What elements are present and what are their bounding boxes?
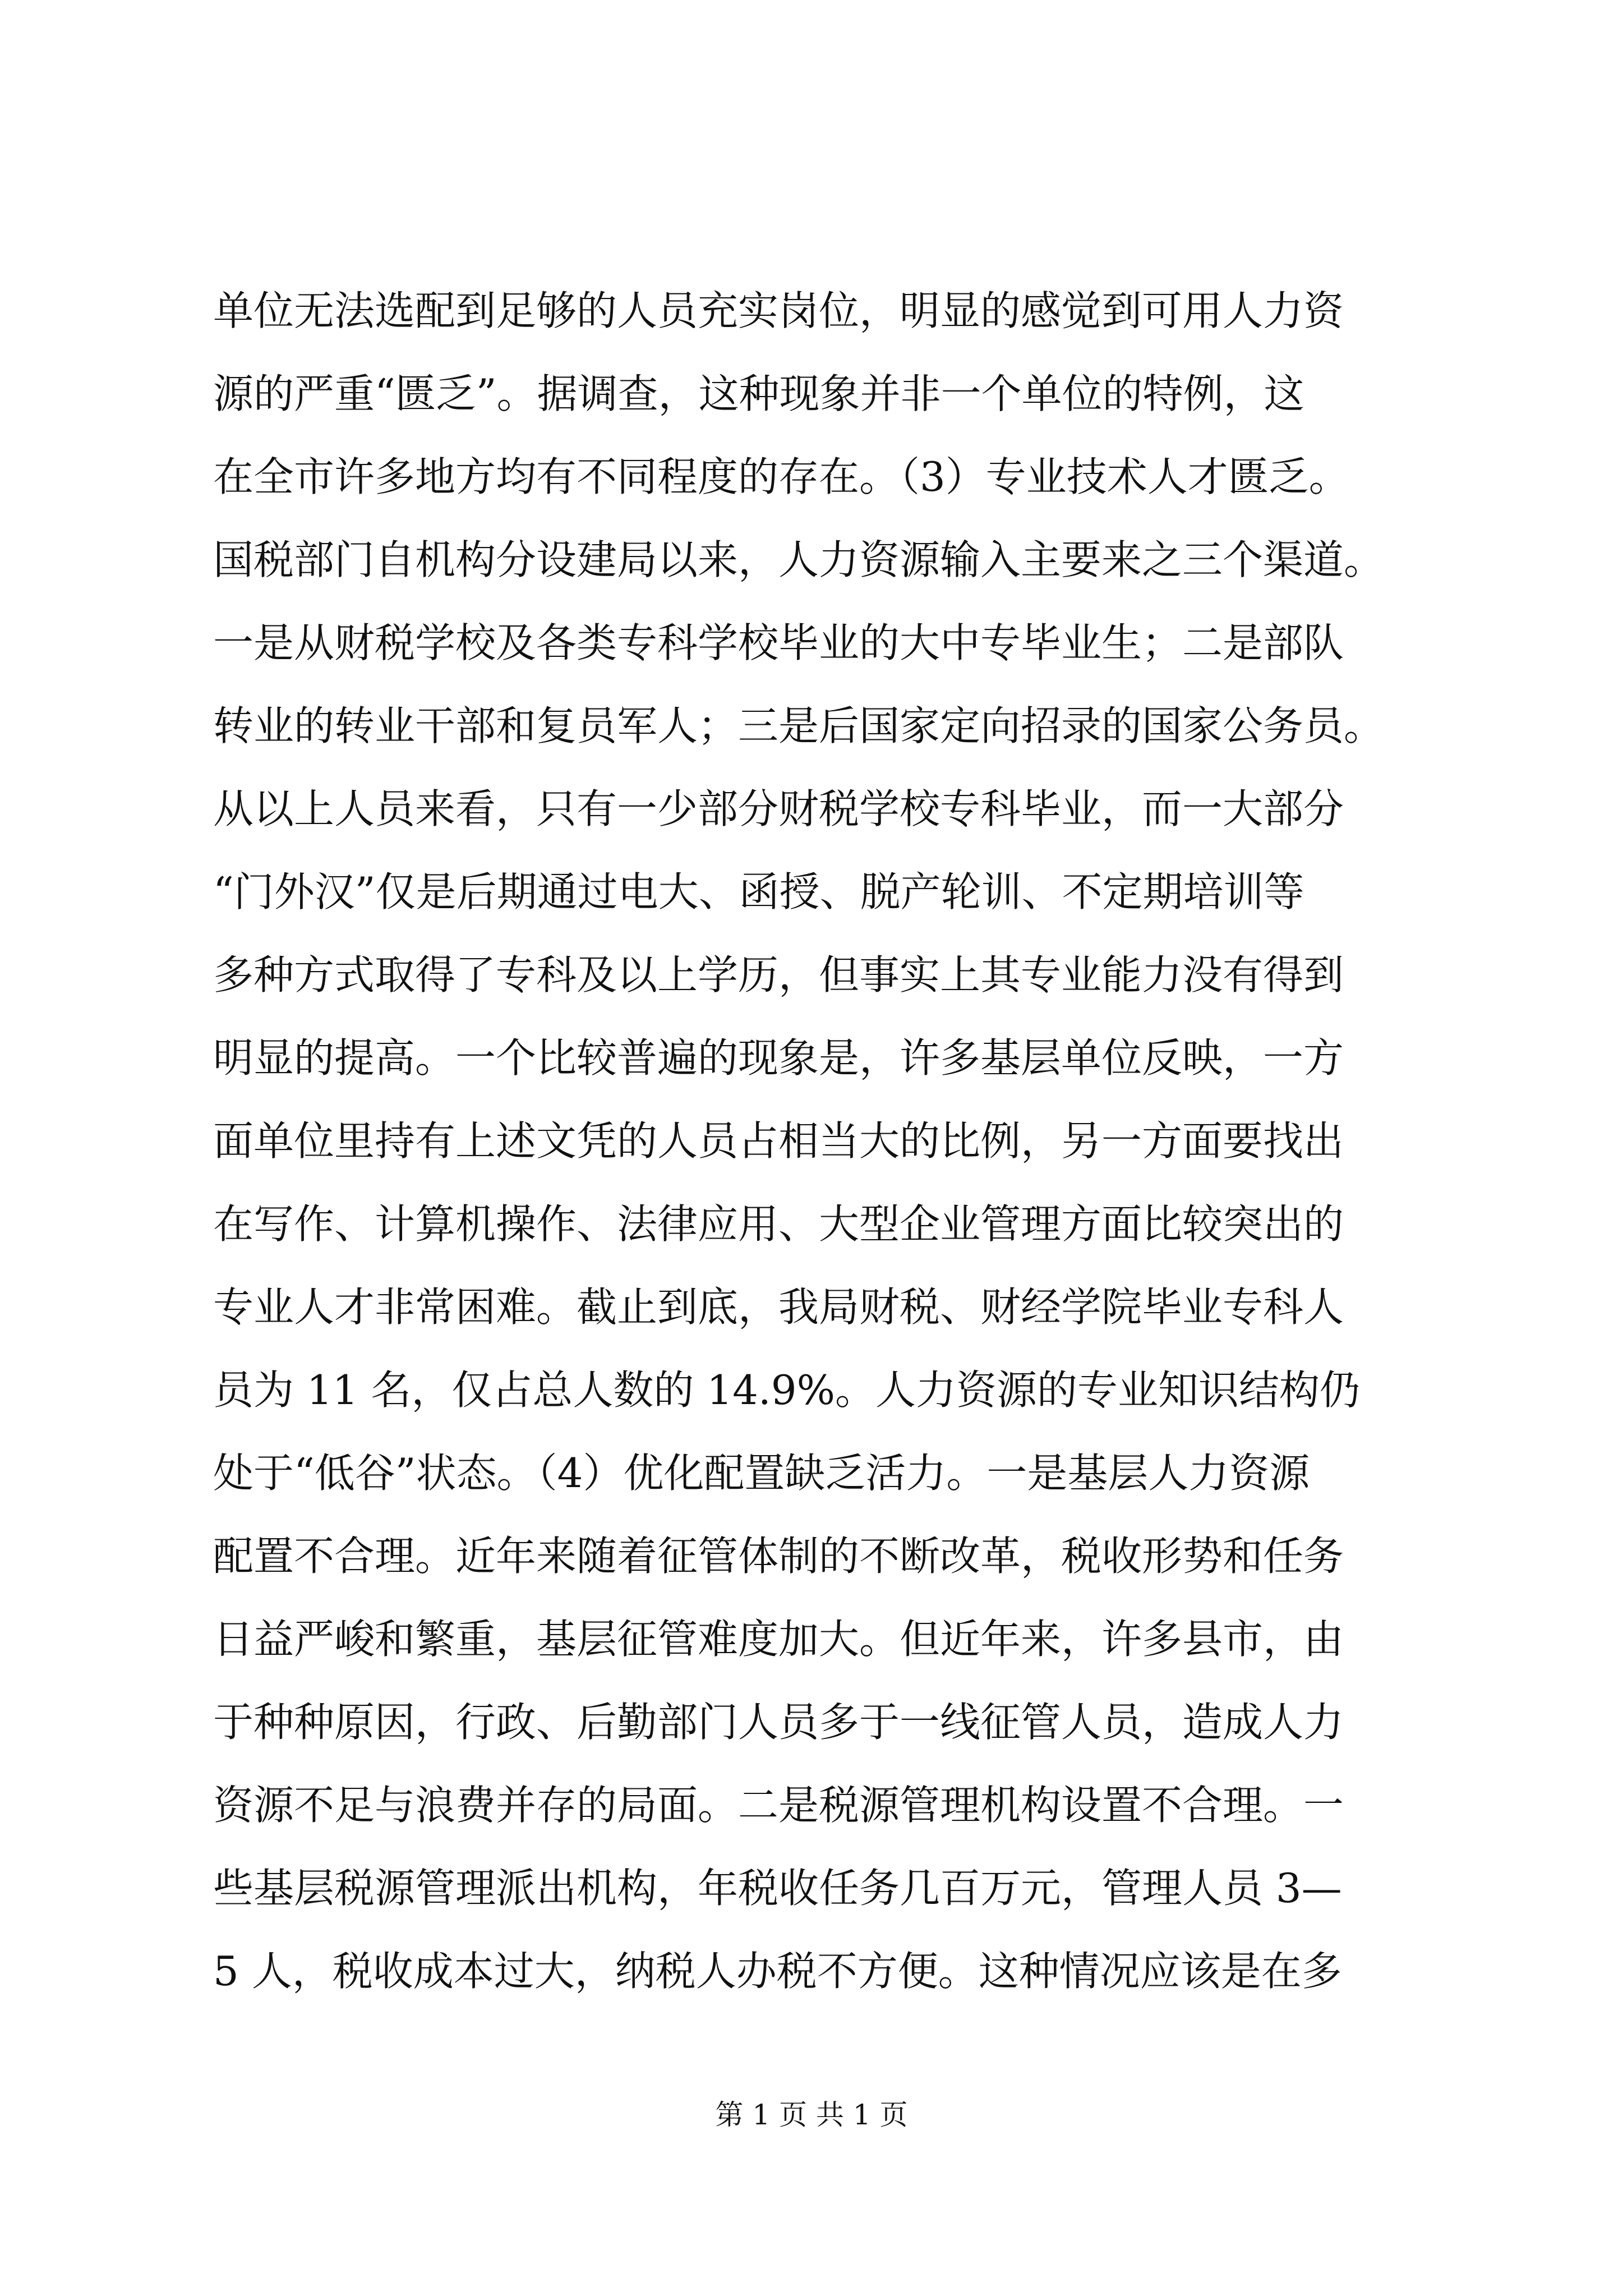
text-line: 些基层税源管理派出机构，年税收任务几百万元，管理人员 3— — [213, 1865, 1342, 1912]
text-line: 资源不足与浪费并存的局面。二是税源管理机构设置不合理。一 — [213, 1782, 1344, 1829]
text-line: 源的严重“匮乏”。据调查，这种现象并非一个单位的特例，这 — [213, 370, 1304, 417]
text-line: 配置不合理。近年来随着征管体制的不断改革，税收形势和任务 — [213, 1533, 1344, 1580]
text-line: 在全市许多地方均有不同程度的存在。（3）专业技术人才匮乏。 — [213, 453, 1349, 500]
text-line: 多种方式取得了专科及以上学历，但事实上其专业能力没有得到 — [213, 951, 1344, 999]
text-line: 于种种原因，行政、后勤部门人员多于一线征管人员，造成人力 — [213, 1699, 1344, 1746]
text-line: 从以上人员来看，只有一少部分财税学校专科毕业，而一大部分 — [213, 785, 1344, 832]
text-line: 转业的转业干部和复员军人；三是后国家定向招录的国家公务员。 — [213, 702, 1385, 749]
text-line: 明显的提高。一个比较普遍的现象是，许多基层单位反映，一方 — [213, 1034, 1344, 1082]
text-line: 在写作、计算机操作、法律应用、大型企业管理方面比较突出的 — [213, 1200, 1344, 1248]
text-line: “门外汉”仅是后期通过电大、函授、脱产轮训、不定期培训等 — [213, 868, 1304, 915]
body-text — [213, 269, 1413, 2013]
text-line: 5 人，税收成本过大，纳税人办税不方便。这种情况应该是在多 — [213, 1948, 1342, 1995]
text-line: 处于“低谷”状态。（4）优化配置缺乏活力。一是基层人力资源 — [213, 1450, 1310, 1497]
text-line: 日益严峻和繁重，基层征管难度加大。但近年来，许多县市，由 — [213, 1616, 1344, 1663]
text-line: 单位无法选配到足够的人员充实岗位，明显的感觉到可用人力资 — [213, 287, 1344, 334]
page-number-label: 第 1 页 共 1 页 — [715, 2099, 908, 2131]
text-line: 专业人才非常困难。截止到底，我局财税、财经学院毕业专科人 — [213, 1283, 1344, 1331]
page-footer — [0, 2095, 1623, 2134]
text-line: 员为 11 名，仅占总人数的 14.9%。人力资源的专业知识结构仍 — [213, 1366, 1361, 1414]
text-line: 面单位里持有上述文凭的人员占相当大的比例，另一方面要找出 — [213, 1117, 1344, 1165]
text-line: 一是从财税学校及各类专科学校毕业的大中专毕业生；二是部队 — [213, 619, 1344, 666]
text-line: 国税部门自机构分设建局以来，人力资源输入主要来之三个渠道。 — [213, 536, 1385, 583]
